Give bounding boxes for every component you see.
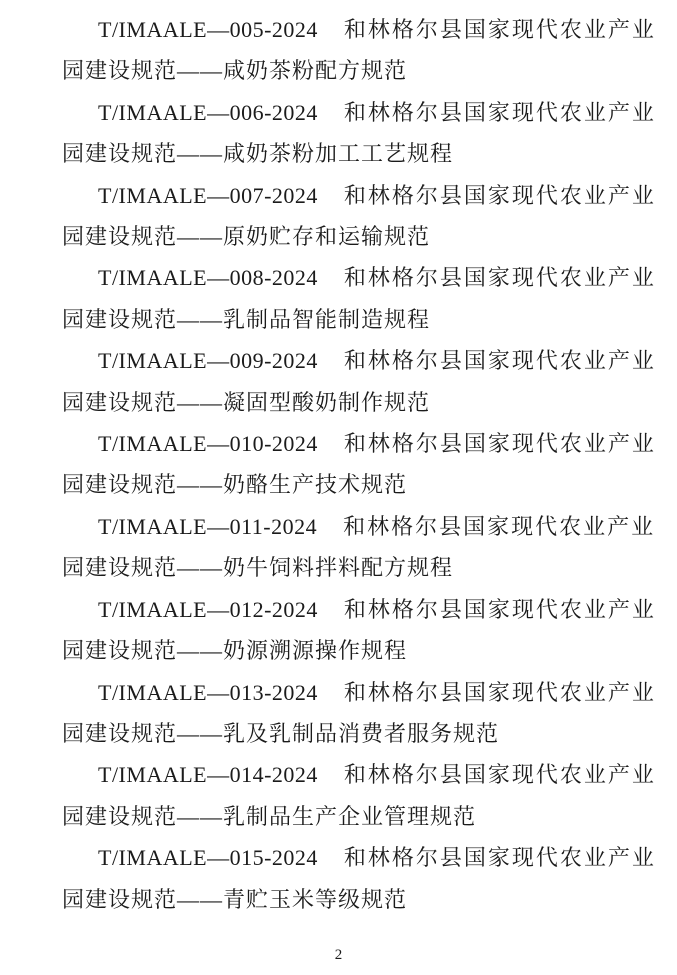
standard-entry	[62, 589, 656, 672]
code-title-gap	[318, 119, 344, 120]
standard-entry	[62, 837, 656, 920]
standard-entry-line1	[62, 257, 656, 298]
standard-title-line1: 和林格尔县国家现代农业产业	[343, 679, 656, 705]
standard-entry-line1	[62, 672, 656, 713]
standard-code: T/IMAALE—005-2024	[98, 17, 318, 42]
code-title-gap	[318, 781, 344, 782]
standard-title-line1: 和林格尔县国家现代农业产业	[343, 513, 656, 539]
code-title-gap	[318, 202, 344, 203]
standard-code: T/IMAALE—011-2024	[98, 513, 318, 539]
standard-entry-line1	[62, 340, 656, 381]
standard-entry	[62, 672, 656, 755]
code-title-gap	[318, 367, 344, 368]
standard-entry-line1	[62, 837, 656, 878]
standard-title-line2: 园建设规范——乳制品智能制造规程	[62, 306, 431, 332]
standard-code: T/IMAALE—012-2024	[98, 596, 318, 622]
standard-code: T/IMAALE—010-2024	[98, 431, 318, 457]
standard-entry-line1	[62, 175, 656, 216]
standard-title-line1: 和林格尔县国家现代农业产业	[343, 431, 656, 457]
standard-title-line2: 园建设规范——奶酪生产技术规范	[62, 472, 408, 498]
standard-code: T/IMAALE—013-2024	[98, 679, 318, 705]
standard-code: T/IMAALE—008-2024	[98, 265, 318, 291]
standard-code: T/IMAALE—014-2024	[98, 762, 318, 788]
standard-code: T/IMAALE—015-2024	[98, 845, 318, 871]
standard-title-line2: 园建设规范——奶牛饲料拌料配方规程	[62, 555, 454, 581]
standard-entry	[62, 754, 656, 837]
standard-entry-line1	[62, 423, 656, 464]
code-title-gap	[318, 36, 344, 37]
standard-title-line2: 园建设规范——乳制品生产企业管理规范	[62, 803, 477, 829]
standard-entry-line1	[62, 506, 656, 547]
standard-entry	[62, 257, 656, 340]
standard-entry	[62, 506, 656, 589]
page-number: 2	[334, 947, 343, 963]
code-title-gap	[318, 699, 344, 700]
standard-title-line1: 和林格尔县国家现代农业产业	[343, 845, 656, 871]
standard-title-line2: 园建设规范——凝固型酸奶制作规范	[62, 389, 431, 415]
standard-title-line1: 和林格尔县国家现代农业产业	[343, 762, 656, 788]
standard-title-line1: 和林格尔县国家现代农业产业	[343, 17, 656, 42]
standard-entry	[62, 175, 656, 258]
standard-title-line2: 园建设规范——奶源溯源操作规程	[62, 638, 408, 664]
code-title-gap	[318, 616, 344, 617]
code-title-gap	[317, 533, 343, 534]
code-title-gap	[318, 450, 344, 451]
standard-title-line1: 和林格尔县国家现代农业产业	[343, 348, 656, 374]
standard-title-line2: 园建设规范——原奶贮存和运输规范	[62, 224, 431, 250]
standard-title-line2: 园建设规范——乳及乳制品消费者服务规范	[62, 720, 500, 746]
standard-entry-line1	[62, 754, 656, 795]
standard-title-line2: 园建设规范——青贮玉米等级规范	[62, 886, 408, 912]
standards-list	[62, 9, 656, 920]
standard-entry-line1	[62, 589, 656, 630]
code-title-gap	[318, 284, 344, 285]
standard-title-line1: 和林格尔县国家现代农业产业	[343, 99, 656, 125]
standard-title-line1: 和林格尔县国家现代农业产业	[343, 596, 656, 622]
standard-entry	[62, 9, 656, 92]
page-footer	[0, 946, 677, 964]
standard-code: T/IMAALE—009-2024	[98, 348, 318, 374]
standard-entry	[62, 423, 656, 506]
standard-title-line2: 园建设规范——咸奶茶粉配方规范	[62, 58, 408, 84]
standard-title-line1: 和林格尔县国家现代农业产业	[343, 265, 656, 291]
standard-entry	[62, 92, 656, 175]
standard-code: T/IMAALE—007-2024	[98, 182, 318, 208]
standard-title-line2: 园建设规范——咸奶茶粉加工工艺规程	[62, 141, 454, 167]
code-title-gap	[318, 864, 344, 865]
standard-code: T/IMAALE—006-2024	[98, 99, 318, 125]
standard-title-line1: 和林格尔县国家现代农业产业	[343, 182, 656, 208]
standard-entry-line1	[62, 92, 656, 133]
standard-entry	[62, 340, 656, 423]
standard-entry-line1	[62, 9, 656, 50]
